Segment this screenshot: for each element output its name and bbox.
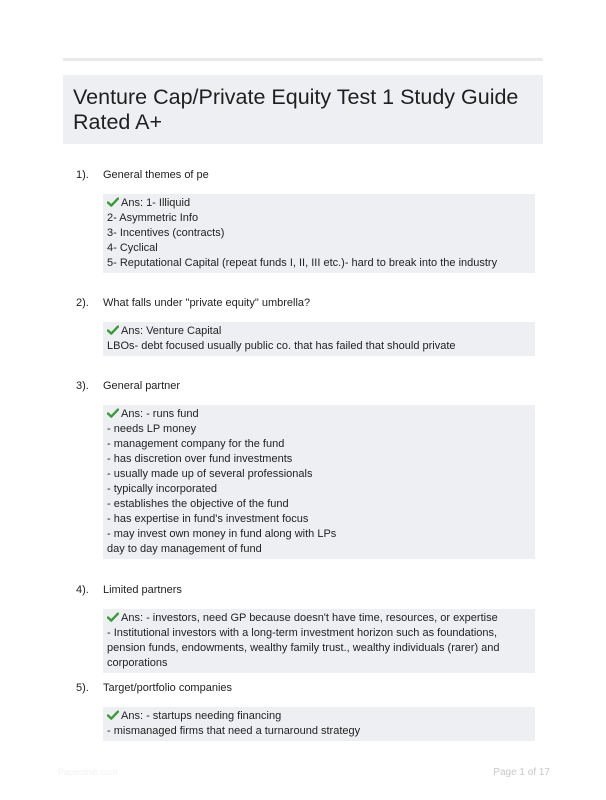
answer-line: - has expertise in fund's investment focus <box>107 513 309 525</box>
answer-box <box>103 609 535 673</box>
answer-line: 4- Cyclical <box>107 242 158 254</box>
answer-text: Ans: Venture Capital <box>121 325 222 337</box>
answer-line: 3- Incentives (contracts) <box>107 227 225 239</box>
answer-line: - needs LP money <box>107 423 197 435</box>
answer-text: Ans: - startups needing financing <box>121 710 282 722</box>
checkmark-icon <box>107 408 119 418</box>
document-title: Venture Cap/Private Equity Test 1 Study Guide Rated A+ <box>73 85 519 134</box>
question-text: Target/portfolio companies <box>103 682 233 694</box>
question-text: What falls under "private equity" umbrella? <box>103 297 311 309</box>
answer-line: 2- Asymmetric Info <box>107 212 199 224</box>
answer-line: - usually made up of several professionals <box>107 468 313 480</box>
answer-first-line <box>107 407 531 422</box>
answer-first-line <box>107 709 531 724</box>
answer-line: - may invest own money in fund along with LPs <box>107 528 337 540</box>
question-number: 5). <box>76 682 89 694</box>
question-text: General partner <box>103 380 181 392</box>
answer-text: Ans: 1- Illiquid <box>121 197 191 209</box>
answer-line: - management company for the fund <box>107 438 285 450</box>
answer-box <box>103 405 535 559</box>
answer-line: - typically incorporated <box>107 483 218 495</box>
answer-line: LBOs- debt focused usually public co. that has failed that should private <box>107 340 456 352</box>
answer-line: 5- Reputational Capital (repeat funds I, II, III etc.)- hard to break into the industry <box>107 257 498 269</box>
answer-text: Ans: - investors, need GP because doesn't have time, resources, or expertise <box>121 612 498 624</box>
question-text: General themes of pe <box>103 169 209 181</box>
checkmark-icon <box>107 612 119 622</box>
question-text: Limited partners <box>103 584 182 596</box>
answer-box <box>103 194 535 273</box>
answer-box <box>103 707 535 741</box>
answer-line: day to day management of fund <box>107 543 262 555</box>
answer-first-line <box>107 611 531 626</box>
checkmark-icon <box>107 325 119 335</box>
page-indicator: Page 1 of 17 <box>493 767 550 778</box>
question-number: 1). <box>76 169 89 181</box>
checkmark-icon <box>107 710 119 720</box>
top-divider <box>63 58 543 61</box>
question-number: 4). <box>76 584 89 596</box>
answer-line: - Institutional investors with a long-term investment horizon such as foundations, pension funds, endowments, wealthy family trust., wealthy individuals (rarer) and corporations <box>107 627 500 669</box>
answer-line: - has discretion over fund investments <box>107 453 293 465</box>
title-banner <box>63 75 543 144</box>
answer-text: Ans: - runs fund <box>121 408 199 420</box>
answer-first-line <box>107 324 531 339</box>
answer-first-line <box>107 196 531 211</box>
footer-site: Paperlibib.com <box>58 767 118 777</box>
answer-box <box>103 322 535 356</box>
answer-line: - establishes the objective of the fund <box>107 498 289 510</box>
checkmark-icon <box>107 197 119 207</box>
question-number: 2). <box>76 297 89 309</box>
answer-line: - mismanaged firms that need a turnaround strategy <box>107 725 361 737</box>
question-number: 3). <box>76 380 89 392</box>
